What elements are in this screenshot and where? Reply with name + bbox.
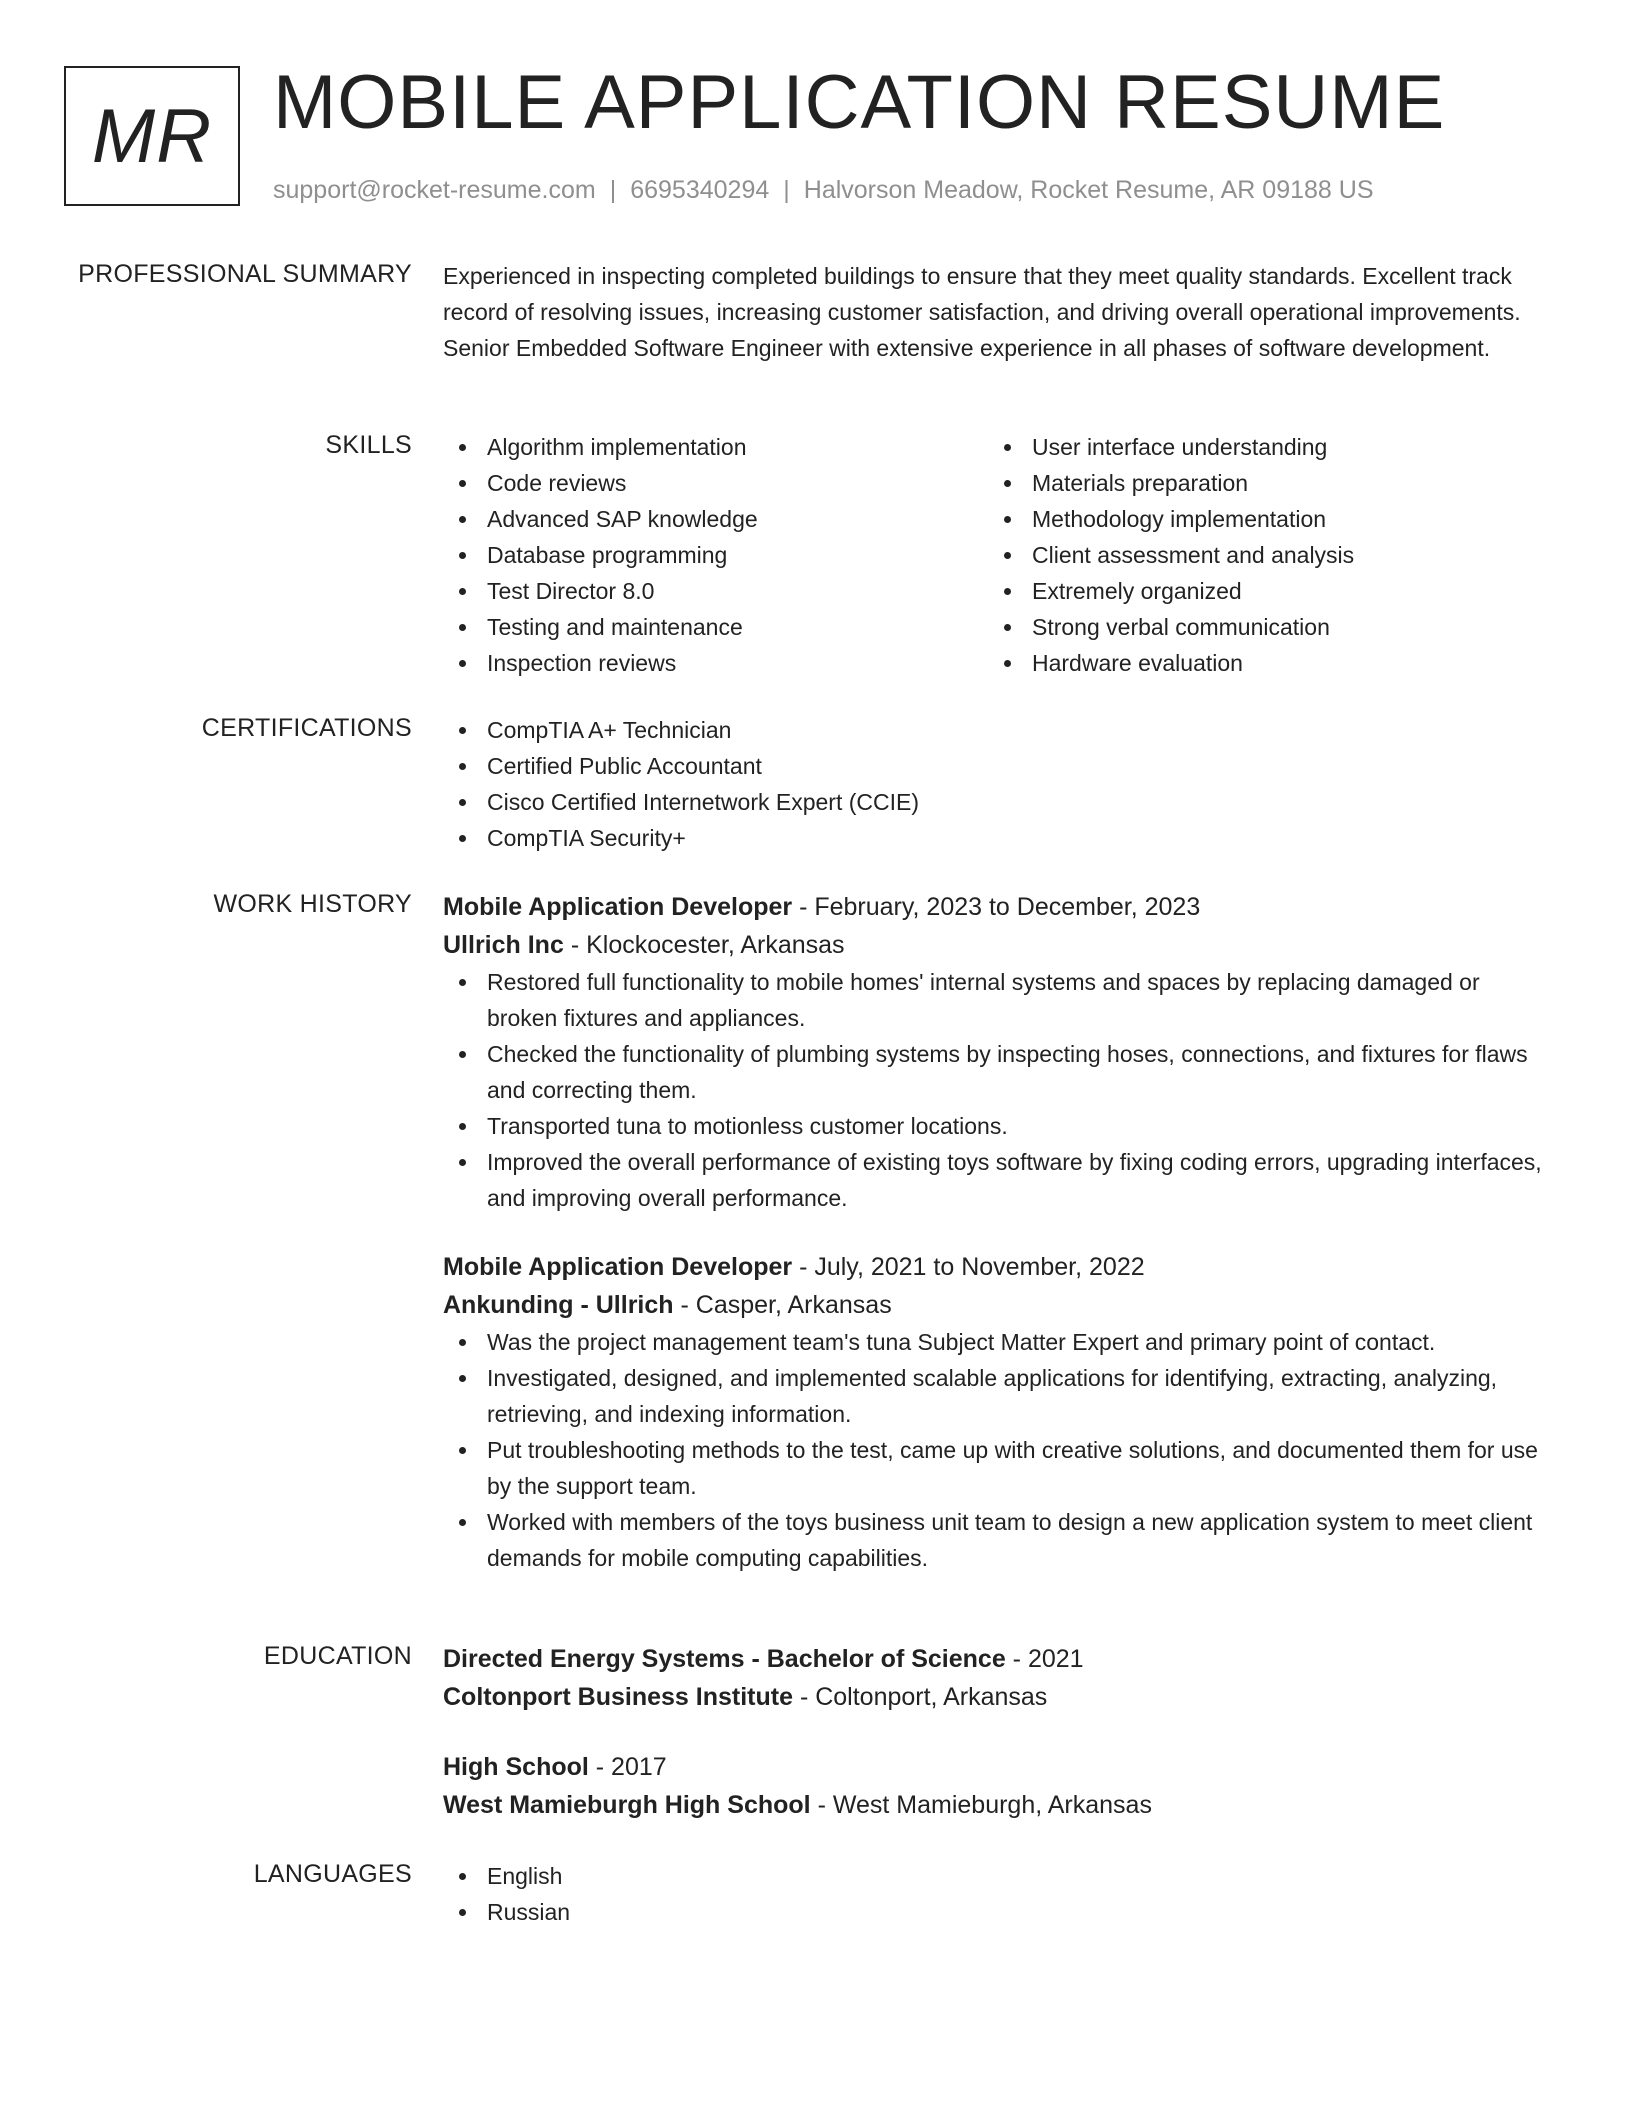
job-bullet: Checked the functionality of plumbing systems by inspecting hoses, connections, and fixtures for flaws and correcting them. bbox=[443, 1036, 1553, 1108]
language-item: English bbox=[443, 1858, 1553, 1894]
skill-item: Test Director 8.0 bbox=[443, 573, 988, 609]
section-label-certifications: CERTIFICATIONS bbox=[201, 714, 412, 742]
job-title: Mobile Application Developer bbox=[443, 893, 793, 921]
job-bullet: Was the project management team's tuna Subject Matter Expert and primary point of contact. bbox=[443, 1324, 1553, 1360]
skills-list-right bbox=[988, 429, 1533, 681]
certifications-list bbox=[443, 712, 1553, 856]
language-item: Russian bbox=[443, 1894, 1553, 1930]
education-school: West Mamieburgh High School bbox=[443, 1791, 811, 1819]
education-entry bbox=[443, 1748, 1553, 1824]
certification-item: CompTIA Security+ bbox=[443, 820, 1553, 856]
job-title-line bbox=[443, 1248, 1553, 1286]
languages-body bbox=[443, 1858, 1553, 1930]
job-dates: - July, 2021 to November, 2022 bbox=[792, 1253, 1145, 1281]
job-dates: - February, 2023 to December, 2023 bbox=[792, 893, 1201, 921]
monogram-box bbox=[64, 66, 240, 206]
resume-title: MOBILE APPLICATION RESUME bbox=[273, 60, 1446, 145]
job-bullets bbox=[443, 964, 1553, 1216]
education-body bbox=[443, 1640, 1553, 1824]
skill-item: Database programming bbox=[443, 537, 988, 573]
education-school: Coltonport Business Institute bbox=[443, 1683, 793, 1711]
skill-item: Extremely organized bbox=[988, 573, 1533, 609]
job-company: Ankunding - Ullrich bbox=[443, 1291, 674, 1319]
section-label-skills: SKILLS bbox=[325, 431, 412, 459]
languages-list bbox=[443, 1858, 1553, 1930]
job-bullets bbox=[443, 1324, 1553, 1576]
summary-text: Experienced in inspecting completed buildings to ensure that they meet quality standards. Excellent track record of resolving issues, increasing customer satisfaction, and driving overall operational improvements. Senior Embedded Software Engineer with extensive experience in all phases of software development. bbox=[443, 263, 1521, 361]
education-location: - West Mamieburgh, Arkansas bbox=[810, 1791, 1152, 1819]
section-label-languages: LANGUAGES bbox=[253, 1860, 412, 1888]
job-bullet: Transported tuna to motionless customer locations. bbox=[443, 1108, 1553, 1144]
work-history-body bbox=[443, 888, 1553, 1576]
skill-item: Code reviews bbox=[443, 465, 988, 501]
skill-item: Testing and maintenance bbox=[443, 609, 988, 645]
job-location: - Casper, Arkansas bbox=[673, 1291, 892, 1319]
education-school-line bbox=[443, 1786, 1553, 1824]
education-degree: High School bbox=[443, 1753, 589, 1781]
job-bullet: Worked with members of the toys business unit team to design a new application system to meet client demands for mobile computing capabilities. bbox=[443, 1504, 1553, 1576]
education-school-line bbox=[443, 1678, 1553, 1716]
contact-phone: 6695340294 bbox=[630, 176, 770, 204]
education-degree-line bbox=[443, 1640, 1553, 1678]
education-year: - 2021 bbox=[1005, 1645, 1084, 1673]
education-degree: Directed Energy Systems - Bachelor of Science bbox=[443, 1645, 1006, 1673]
certification-item: Cisco Certified Internetwork Expert (CCIE) bbox=[443, 784, 1553, 820]
job-bullet: Investigated, designed, and implemented scalable applications for identifying, extracting, analyzing, retrieving, and indexing information. bbox=[443, 1360, 1553, 1432]
job-bullet: Put troubleshooting methods to the test, came up with creative solutions, and documented them for use by the support team. bbox=[443, 1432, 1553, 1504]
certification-item: Certified Public Accountant bbox=[443, 748, 1553, 784]
contact-separator: | bbox=[783, 176, 790, 204]
skill-item: Algorithm implementation bbox=[443, 429, 988, 465]
section-label-education: EDUCATION bbox=[263, 1642, 412, 1670]
skill-item: Client assessment and analysis bbox=[988, 537, 1533, 573]
skill-item: User interface understanding bbox=[988, 429, 1533, 465]
certification-item: CompTIA A+ Technician bbox=[443, 712, 1553, 748]
job-company-line bbox=[443, 1286, 1553, 1324]
skill-item: Methodology implementation bbox=[988, 501, 1533, 537]
section-label-work-history: WORK HISTORY bbox=[213, 890, 412, 918]
skill-item: Advanced SAP knowledge bbox=[443, 501, 988, 537]
monogram-initials: MR bbox=[91, 93, 213, 179]
summary-body bbox=[443, 258, 1553, 366]
contact-email: support@rocket-resume.com bbox=[273, 176, 596, 204]
skills-list-left bbox=[443, 429, 988, 681]
education-year: - 2017 bbox=[588, 1753, 667, 1781]
education-entry bbox=[443, 1640, 1553, 1716]
skill-item: Strong verbal communication bbox=[988, 609, 1533, 645]
job-location: - Klockocester, Arkansas bbox=[563, 931, 845, 959]
skill-item: Hardware evaluation bbox=[988, 645, 1533, 681]
contact-line bbox=[273, 174, 1374, 206]
section-label-summary: PROFESSIONAL SUMMARY bbox=[78, 260, 412, 288]
job-entry bbox=[443, 888, 1553, 1216]
certifications-body bbox=[443, 712, 1553, 856]
skill-item: Inspection reviews bbox=[443, 645, 988, 681]
job-title-line bbox=[443, 888, 1553, 926]
job-bullet: Improved the overall performance of existing toys software by fixing coding errors, upgrading interfaces, and improving overall performance. bbox=[443, 1144, 1553, 1216]
job-company: Ullrich Inc bbox=[443, 931, 564, 959]
job-bullet: Restored full functionality to mobile homes' internal systems and spaces by replacing damaged or broken fixtures and appliances. bbox=[443, 964, 1553, 1036]
contact-separator: | bbox=[609, 176, 617, 204]
job-entry bbox=[443, 1248, 1553, 1576]
education-location: - Coltonport, Arkansas bbox=[793, 1683, 1048, 1711]
job-title: Mobile Application Developer bbox=[443, 1253, 793, 1281]
skills-columns bbox=[443, 429, 1553, 681]
contact-address: Halvorson Meadow, Rocket Resume, AR 09188 US bbox=[803, 176, 1374, 204]
education-degree-line bbox=[443, 1748, 1553, 1786]
skill-item: Materials preparation bbox=[988, 465, 1533, 501]
job-company-line bbox=[443, 926, 1553, 964]
